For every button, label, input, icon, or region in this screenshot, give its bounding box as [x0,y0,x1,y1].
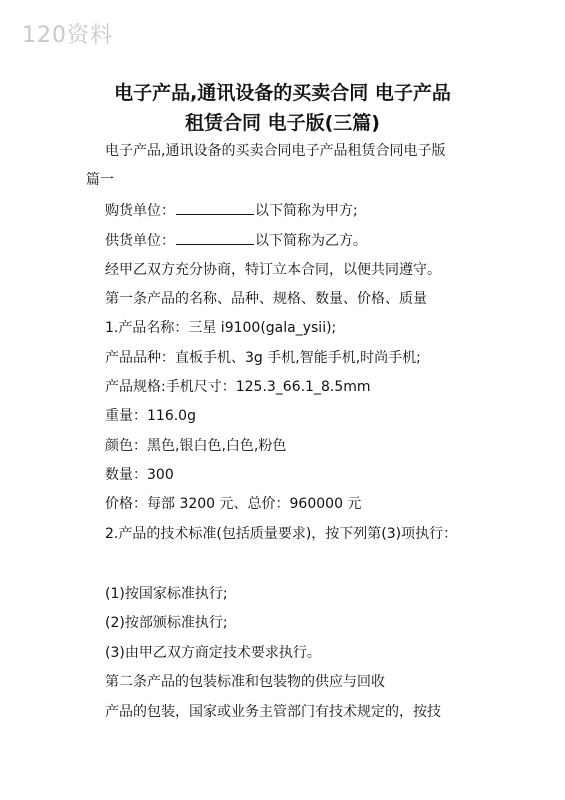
product-name: 1.产品名称：三星 i9100(gala_ysii); [105,320,337,336]
clause-1-heading: 第一条产品的名称、品种、规格、数量、价格、质量 [105,291,427,307]
watermark: 120资料 [22,23,113,48]
product-color: 颜色：黑色,银白色,白色,粉色 [105,438,287,454]
supplier-label: 供货单位： [105,233,175,249]
supplier-suffix: 以下简称为乙方。 [255,233,367,249]
technical-standard: 2.产品的技术标准(包括质量要求)，按下列第(3)项执行： [105,526,458,542]
product-spec: 产品规格:手机尺寸：125.3_66.1_8.5mm [105,379,371,395]
buyer-label: 购货单位： [105,203,175,219]
agreement-paragraph: 经甲乙双方充分协商，特订立本合同，以便共同遵守。 [105,262,441,278]
packaging-paragraph: 产品的包装，国家或业务主管部门有技术规定的，按技 [105,704,441,720]
buyer-suffix: 以下简称为甲方; [255,203,358,219]
intro-line-2: 篇一 [86,172,114,188]
product-price: 价格：每部 3200 元、总价：960000 元 [105,496,362,512]
document-title-line-2: 租赁合同 电子版(三篇) [185,112,380,134]
standard-option-3: (3)由甲乙双方商定技术要求执行。 [105,645,321,661]
buyer-line [105,200,358,221]
standard-option-2: (2)按部颁标准执行; [105,615,228,631]
product-weight: 重量：116.0g [105,408,196,424]
product-quantity: 数量：300 [105,467,174,483]
standard-option-1: (1)按国家标准执行; [105,586,228,602]
document-title-line-1: 电子产品,通讯设备的买卖合同 电子产品 [114,82,451,104]
supplier-blank [176,230,254,245]
clause-2-heading: 第二条产品的包装标准和包装物的供应与回收 [105,674,385,690]
product-variety: 产品品种：直板手机、3g 手机,智能手机,时尚手机; [105,350,421,366]
supplier-line [105,230,367,251]
intro-line-1: 电子产品,通讯设备的买卖合同电子产品租赁合同电子版 [105,143,446,159]
buyer-blank [176,200,254,215]
